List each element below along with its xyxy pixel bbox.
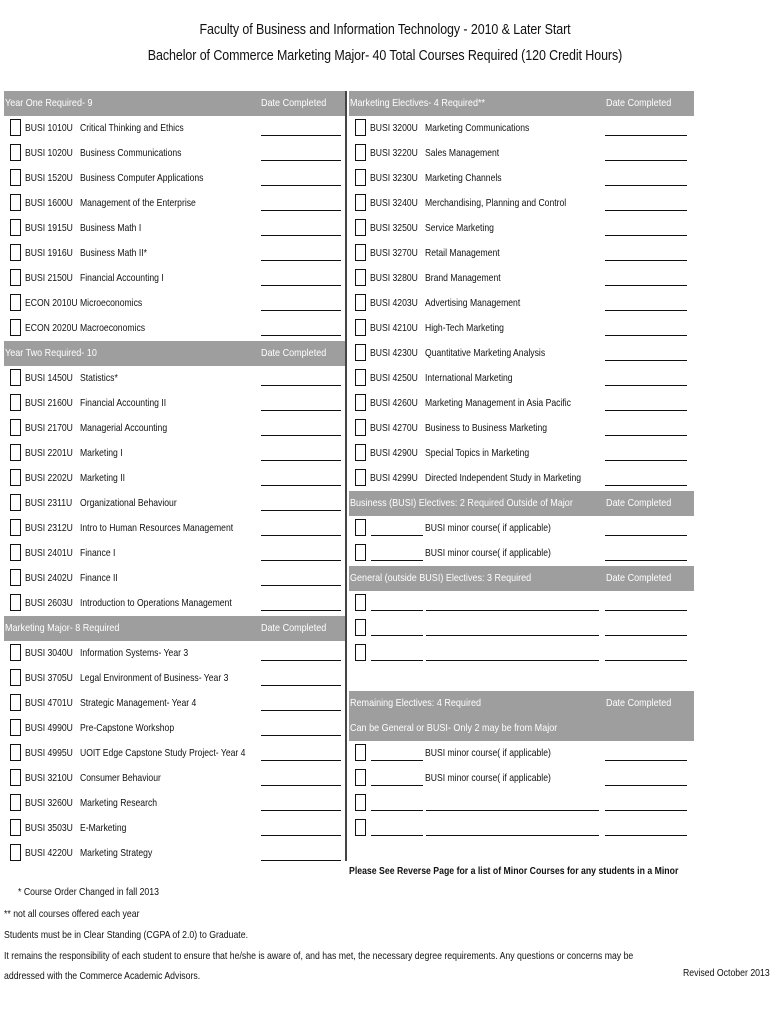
- date-completed-field[interactable]: [605, 560, 687, 561]
- completion-checkbox[interactable]: [355, 144, 366, 161]
- section-title: Business (BUSI) Electives: 2 Required Outside of Major: [350, 497, 573, 509]
- course-name: Information Systems- Year 3: [80, 647, 189, 659]
- course-code: BUSI 1010U: [25, 122, 73, 134]
- course-row: [4, 441, 345, 466]
- course-name: Marketing Management in Asia Pacific: [425, 397, 571, 409]
- course-name: Consumer Behaviour: [80, 772, 161, 784]
- completion-checkbox[interactable]: [10, 144, 21, 161]
- completion-checkbox[interactable]: [355, 744, 366, 761]
- completion-checkbox[interactable]: [355, 819, 366, 836]
- course-row: [349, 391, 694, 416]
- course-row: [4, 716, 345, 741]
- course-code-field[interactable]: [371, 835, 423, 836]
- completion-checkbox[interactable]: [355, 544, 366, 561]
- elective-row: [349, 616, 694, 641]
- section-title: Year One Required- 9: [5, 97, 93, 109]
- completion-checkbox[interactable]: [10, 519, 21, 536]
- course-code: ECON 2020U: [25, 322, 78, 334]
- minor-course-label: BUSI minor course( if applicable): [425, 772, 551, 784]
- course-row: [4, 691, 345, 716]
- course-code-field[interactable]: [371, 810, 423, 811]
- date-completed-field[interactable]: [261, 260, 341, 261]
- course-code: BUSI 3705U: [25, 672, 73, 684]
- course-name: Sales Management: [425, 147, 500, 159]
- elective-row: [349, 516, 694, 541]
- course-row: [349, 441, 694, 466]
- elective-row: [349, 741, 694, 766]
- minor-course-label: BUSI minor course( if applicable): [425, 547, 551, 559]
- course-row: [349, 241, 694, 266]
- course-row: [349, 116, 694, 141]
- completion-checkbox[interactable]: [355, 344, 366, 361]
- completion-checkbox[interactable]: [10, 544, 21, 561]
- course-row: [4, 641, 345, 666]
- minor-course-label: BUSI minor course( if applicable): [425, 522, 551, 534]
- revised-date: Revised October 2013: [683, 967, 770, 979]
- elective-row: [349, 766, 694, 791]
- date-completed-field[interactable]: [261, 210, 341, 211]
- completion-checkbox[interactable]: [355, 294, 366, 311]
- course-name: Marketing I: [80, 447, 123, 459]
- course-code: BUSI 1450U: [25, 372, 73, 384]
- course-code: BUSI 2170U: [25, 422, 73, 434]
- page-title: Faculty of Business and Information Technology - 2010 & Later Start: [199, 22, 571, 38]
- course-row: [4, 416, 345, 441]
- course-row: [349, 166, 694, 191]
- date-completed-field[interactable]: [605, 785, 687, 786]
- course-name: Service Marketing: [425, 222, 494, 234]
- date-completed-field[interactable]: [605, 410, 687, 411]
- course-name: Marketing Strategy: [80, 847, 153, 859]
- course-name-field[interactable]: [426, 810, 599, 811]
- course-row: [4, 116, 345, 141]
- completion-checkbox[interactable]: [355, 594, 366, 611]
- course-code: BUSI 4290U: [370, 447, 418, 459]
- completion-checkbox[interactable]: [10, 319, 21, 336]
- completion-checkbox[interactable]: [10, 419, 21, 436]
- completion-checkbox[interactable]: [355, 794, 366, 811]
- course-code: BUSI 3260U: [25, 797, 73, 809]
- date-completed-field[interactable]: [261, 610, 341, 611]
- spacer: [349, 666, 694, 691]
- date-completed-field[interactable]: [605, 260, 687, 261]
- course-row: [4, 166, 345, 191]
- date-completed-label: Date Completed: [606, 97, 672, 109]
- completion-checkbox[interactable]: [355, 419, 366, 436]
- course-code: BUSI 2150U: [25, 272, 73, 284]
- section-header: [4, 341, 345, 366]
- date-completed-field[interactable]: [605, 160, 687, 161]
- course-name: Strategic Management- Year 4: [80, 697, 197, 709]
- date-completed-field[interactable]: [605, 485, 687, 486]
- course-code: BUSI 4230U: [370, 347, 418, 359]
- course-code-field[interactable]: [371, 560, 423, 561]
- course-code: BUSI 4260U: [370, 397, 418, 409]
- section-header: [4, 91, 345, 116]
- completion-checkbox[interactable]: [355, 769, 366, 786]
- course-code: BUSI 4701U: [25, 697, 73, 709]
- date-completed-field[interactable]: [605, 385, 687, 386]
- reverse-page-note: Please See Reverse Page for a list of Minor Courses for any students in a Minor: [349, 865, 679, 877]
- date-completed-field[interactable]: [605, 335, 687, 336]
- date-completed-field[interactable]: [605, 460, 687, 461]
- course-code: BUSI 2402U: [25, 572, 73, 584]
- course-row: [4, 816, 345, 841]
- course-row: [4, 841, 345, 866]
- date-completed-field[interactable]: [261, 135, 341, 136]
- date-completed-field[interactable]: [261, 810, 341, 811]
- completion-checkbox[interactable]: [10, 719, 21, 736]
- course-code: BUSI 3230U: [370, 172, 418, 184]
- course-code: BUSI 4203U: [370, 297, 418, 309]
- section-header: [349, 566, 694, 591]
- course-code: BUSI 2603U: [25, 597, 73, 609]
- date-completed-field[interactable]: [261, 310, 341, 311]
- date-completed-field[interactable]: [261, 435, 341, 436]
- course-row: [4, 566, 345, 591]
- page-subtitle: Bachelor of Commerce Marketing Major- 40 Total Courses Required (120 Credit Hours): [147, 48, 623, 64]
- course-code-field[interactable]: [371, 760, 423, 761]
- course-name: Macroeconomics: [80, 322, 146, 334]
- course-row: [349, 466, 694, 491]
- completion-checkbox[interactable]: [355, 194, 366, 211]
- course-code-field[interactable]: [371, 635, 423, 636]
- course-row: [4, 391, 345, 416]
- course-name: High-Tech Marketing: [425, 322, 504, 334]
- completion-checkbox[interactable]: [355, 644, 366, 661]
- footnote-course-order: * Course Order Changed in fall 2013: [18, 886, 159, 898]
- course-name: Marketing Channels: [425, 172, 502, 184]
- date-completed-field[interactable]: [261, 235, 341, 236]
- date-completed-field[interactable]: [605, 310, 687, 311]
- course-name: Business Math I: [80, 222, 142, 234]
- course-code: BUSI 4210U: [370, 322, 418, 334]
- completion-checkbox[interactable]: [10, 294, 21, 311]
- course-row: [4, 191, 345, 216]
- date-completed-label: Date Completed: [606, 497, 672, 509]
- completion-checkbox[interactable]: [10, 444, 21, 461]
- course-row: [4, 791, 345, 816]
- date-completed-field[interactable]: [605, 835, 687, 836]
- date-completed-field[interactable]: [261, 835, 341, 836]
- completion-checkbox[interactable]: [10, 694, 21, 711]
- elective-row: [349, 791, 694, 816]
- date-completed-field[interactable]: [261, 735, 341, 736]
- course-row: [349, 291, 694, 316]
- course-code: BUSI 3200U: [370, 122, 418, 134]
- course-code: BUSI 3270U: [370, 247, 418, 259]
- date-completed-field[interactable]: [605, 635, 687, 636]
- course-code: BUSI 1020U: [25, 147, 73, 159]
- completion-checkbox[interactable]: [355, 119, 366, 136]
- completion-checkbox[interactable]: [355, 319, 366, 336]
- date-completed-field[interactable]: [261, 535, 341, 536]
- completion-checkbox[interactable]: [10, 744, 21, 761]
- completion-checkbox[interactable]: [10, 369, 21, 386]
- completion-checkbox[interactable]: [10, 269, 21, 286]
- footnote-responsibility: It remains the responsibility of each student to ensure that he/she is aware of, and has met, the necessary degree requirements. Any questions or concerns may be: [4, 950, 634, 962]
- course-name: Introduction to Operations Management: [80, 597, 232, 609]
- date-completed-field[interactable]: [261, 710, 341, 711]
- course-name: Marketing Communications: [425, 122, 530, 134]
- date-completed-field[interactable]: [261, 385, 341, 386]
- completion-checkbox[interactable]: [10, 394, 21, 411]
- completion-checkbox[interactable]: [10, 819, 21, 836]
- course-row: [4, 741, 345, 766]
- course-name: Critical Thinking and Ethics: [80, 122, 184, 134]
- course-row: [4, 241, 345, 266]
- course-name-field[interactable]: [426, 835, 599, 836]
- course-row: [349, 366, 694, 391]
- course-code: BUSI 4220U: [25, 847, 73, 859]
- course-name: UOIT Edge Capstone Study Project- Year 4: [80, 747, 246, 759]
- right-column: [349, 91, 694, 841]
- completion-checkbox[interactable]: [10, 669, 21, 686]
- completion-checkbox[interactable]: [355, 244, 366, 261]
- course-row: [4, 141, 345, 166]
- date-completed-field[interactable]: [605, 210, 687, 211]
- course-code-field[interactable]: [371, 610, 423, 611]
- completion-checkbox[interactable]: [355, 394, 366, 411]
- footnote-not-all-offered: ** not all courses offered each year: [4, 908, 140, 920]
- elective-row: [349, 591, 694, 616]
- completion-checkbox[interactable]: [355, 269, 366, 286]
- completion-checkbox[interactable]: [355, 519, 366, 536]
- course-name: Marketing II: [80, 472, 125, 484]
- date-completed-field[interactable]: [605, 810, 687, 811]
- course-name: Merchandising, Planning and Control: [425, 197, 567, 209]
- completion-checkbox[interactable]: [10, 569, 21, 586]
- course-row: [4, 366, 345, 391]
- course-code: BUSI 1600U: [25, 197, 73, 209]
- course-name-field[interactable]: [426, 635, 599, 636]
- date-completed-field[interactable]: [261, 285, 341, 286]
- date-completed-field[interactable]: [605, 535, 687, 536]
- footnote-clear-standing: Students must be in Clear Standing (CGPA of 2.0) to Graduate.: [4, 929, 248, 941]
- column-divider: [345, 91, 347, 861]
- course-row: [4, 766, 345, 791]
- date-completed-label: Date Completed: [261, 347, 327, 359]
- date-completed-label: Date Completed: [261, 97, 327, 109]
- completion-checkbox[interactable]: [10, 844, 21, 861]
- section-subheader: [349, 716, 694, 741]
- course-row: [4, 316, 345, 341]
- completion-checkbox[interactable]: [10, 169, 21, 186]
- course-code: BUSI 2401U: [25, 547, 73, 559]
- course-code: BUSI 4990U: [25, 722, 73, 734]
- course-code: BUSI 1916U: [25, 247, 73, 259]
- course-row: [4, 491, 345, 516]
- course-name: Retail Management: [425, 247, 500, 259]
- elective-row: [349, 641, 694, 666]
- course-row: [349, 266, 694, 291]
- completion-checkbox[interactable]: [355, 469, 366, 486]
- section-title: Year Two Required- 10: [5, 347, 97, 359]
- completion-checkbox[interactable]: [10, 219, 21, 236]
- course-row: [4, 666, 345, 691]
- course-code: BUSI 2311U: [25, 497, 73, 509]
- course-row: [349, 316, 694, 341]
- date-completed-field[interactable]: [605, 235, 687, 236]
- completion-checkbox[interactable]: [10, 494, 21, 511]
- course-code: BUSI 3220U: [370, 147, 418, 159]
- course-code-field[interactable]: [371, 785, 423, 786]
- course-name: Statistics*: [80, 372, 118, 384]
- course-row: [4, 466, 345, 491]
- completion-checkbox[interactable]: [10, 794, 21, 811]
- date-completed-field[interactable]: [261, 335, 341, 336]
- date-completed-field[interactable]: [261, 485, 341, 486]
- section-title: General (outside BUSI) Electives: 3 Required: [350, 572, 532, 584]
- completion-checkbox[interactable]: [10, 244, 21, 261]
- date-completed-field[interactable]: [605, 285, 687, 286]
- elective-row: [349, 816, 694, 841]
- course-row: [4, 591, 345, 616]
- date-completed-field[interactable]: [261, 685, 341, 686]
- completion-checkbox[interactable]: [10, 119, 21, 136]
- course-name: Managerial Accounting: [80, 422, 168, 434]
- date-completed-field[interactable]: [605, 660, 687, 661]
- completion-checkbox[interactable]: [355, 169, 366, 186]
- course-row: [349, 191, 694, 216]
- completion-checkbox[interactable]: [10, 594, 21, 611]
- date-completed-field[interactable]: [261, 410, 341, 411]
- course-row: [349, 341, 694, 366]
- course-name: Directed Independent Study in Marketing: [425, 472, 582, 484]
- date-completed-field[interactable]: [605, 185, 687, 186]
- minor-course-label: BUSI minor course( if applicable): [425, 747, 551, 759]
- course-code: BUSI 4995U: [25, 747, 73, 759]
- completion-checkbox[interactable]: [355, 619, 366, 636]
- section-header: [4, 616, 345, 641]
- course-code: BUSI 2202U: [25, 472, 73, 484]
- course-row: [4, 291, 345, 316]
- course-name: Financial Accounting I: [80, 272, 164, 284]
- course-code-field[interactable]: [371, 660, 423, 661]
- course-code: BUSI 4299U: [370, 472, 418, 484]
- date-completed-field[interactable]: [261, 460, 341, 461]
- course-row: [4, 266, 345, 291]
- date-completed-label: Date Completed: [261, 622, 327, 634]
- left-column: [4, 91, 345, 866]
- course-code: BUSI 2312U: [25, 522, 73, 534]
- date-completed-field[interactable]: [605, 360, 687, 361]
- elective-row: [349, 541, 694, 566]
- course-code: BUSI 3240U: [370, 197, 418, 209]
- date-completed-field[interactable]: [605, 135, 687, 136]
- section-header: [349, 91, 694, 116]
- course-row: [349, 141, 694, 166]
- course-name: Marketing Research: [80, 797, 158, 809]
- course-name: E-Marketing: [80, 822, 127, 834]
- course-name: Intro to Human Resources Management: [80, 522, 234, 534]
- course-name: Advertising Management: [425, 297, 521, 309]
- course-name: Organizational Behaviour: [80, 497, 177, 509]
- completion-checkbox[interactable]: [355, 369, 366, 386]
- course-code: BUSI 3503U: [25, 822, 73, 834]
- course-row: [4, 541, 345, 566]
- course-name: Microeconomics: [80, 297, 143, 309]
- course-name: International Marketing: [425, 372, 513, 384]
- course-name: Brand Management: [425, 272, 501, 284]
- date-completed-field[interactable]: [261, 760, 341, 761]
- completion-checkbox[interactable]: [355, 219, 366, 236]
- course-name-field[interactable]: [426, 610, 599, 611]
- course-name: Financial Accounting II: [80, 397, 167, 409]
- date-completed-label: Date Completed: [606, 572, 672, 584]
- course-name-field[interactable]: [426, 660, 599, 661]
- course-code: BUSI 3210U: [25, 772, 73, 784]
- date-completed-field[interactable]: [605, 435, 687, 436]
- course-name: Business to Business Marketing: [425, 422, 548, 434]
- course-name: Management of the Enterprise: [80, 197, 196, 209]
- date-completed-field[interactable]: [261, 660, 341, 661]
- section-header: [349, 691, 694, 716]
- course-code-field[interactable]: [371, 535, 423, 536]
- course-row: [349, 416, 694, 441]
- course-code: BUSI 1915U: [25, 222, 73, 234]
- footnote-advisors: addressed with the Commerce Academic Advisors.: [4, 970, 201, 982]
- course-name: Finance I: [80, 547, 116, 559]
- course-code: BUSI 4270U: [370, 422, 418, 434]
- section-title: Remaining Electives: 4 Required: [350, 697, 482, 709]
- date-completed-label: Date Completed: [606, 697, 672, 709]
- date-completed-field[interactable]: [261, 185, 341, 186]
- date-completed-field[interactable]: [261, 860, 341, 861]
- course-code: BUSI 1520U: [25, 172, 73, 184]
- course-name: Legal Environment of Business- Year 3: [80, 672, 229, 684]
- section-header: [349, 491, 694, 516]
- course-code: ECON 2010U: [25, 297, 78, 309]
- date-completed-field[interactable]: [605, 610, 687, 611]
- completion-checkbox[interactable]: [355, 444, 366, 461]
- completion-checkbox[interactable]: [10, 769, 21, 786]
- date-completed-field[interactable]: [261, 785, 341, 786]
- section-title: Can be General or BUSI- Only 2 may be from Major: [350, 722, 558, 734]
- course-row: [4, 216, 345, 241]
- course-code: BUSI 4250U: [370, 372, 418, 384]
- course-name: Finance II: [80, 572, 118, 584]
- course-row: [349, 216, 694, 241]
- course-code: BUSI 2201U: [25, 447, 73, 459]
- course-name: Pre-Capstone Workshop: [80, 722, 175, 734]
- date-completed-field[interactable]: [261, 585, 341, 586]
- date-completed-field[interactable]: [261, 510, 341, 511]
- course-name: Quantitative Marketing Analysis: [425, 347, 546, 359]
- completion-checkbox[interactable]: [10, 194, 21, 211]
- completion-checkbox[interactable]: [10, 644, 21, 661]
- course-name: Special Topics in Marketing: [425, 447, 530, 459]
- course-code: BUSI 3040U: [25, 647, 73, 659]
- date-completed-field[interactable]: [261, 560, 341, 561]
- section-title: Marketing Electives- 4 Required**: [350, 97, 486, 109]
- course-name: Business Math II*: [80, 247, 147, 259]
- course-name: Business Computer Applications: [80, 172, 204, 184]
- date-completed-field[interactable]: [261, 160, 341, 161]
- course-name: Business Communications: [80, 147, 182, 159]
- course-row: [4, 516, 345, 541]
- course-code: BUSI 2160U: [25, 397, 73, 409]
- date-completed-field[interactable]: [605, 760, 687, 761]
- section-title: Marketing Major- 8 Required: [5, 622, 120, 634]
- course-code: BUSI 3250U: [370, 222, 418, 234]
- course-code: BUSI 3280U: [370, 272, 418, 284]
- completion-checkbox[interactable]: [10, 469, 21, 486]
